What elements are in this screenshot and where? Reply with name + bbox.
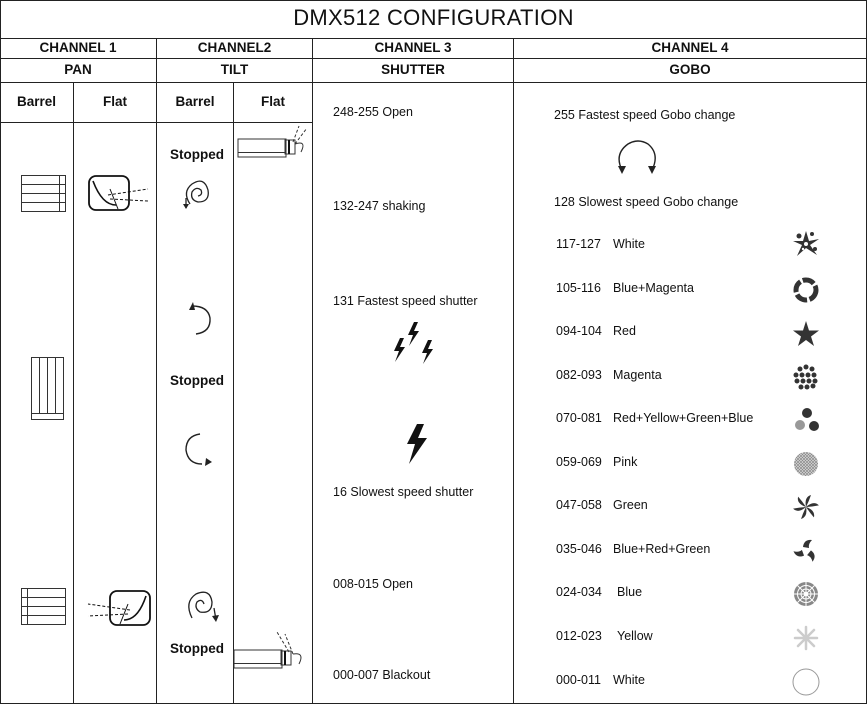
tilt-stopped-mid: Stopped <box>170 373 224 388</box>
shutter-fastest: 131 Fastest speed shutter <box>333 294 478 308</box>
barrel-horizontal-icon <box>21 175 67 215</box>
gobo-range-6: 047-058 <box>556 498 602 512</box>
channel-4-header: CHANNEL 4 <box>651 40 729 55</box>
gobo-three-blades-icon <box>792 537 820 565</box>
shutter-header: SHUTTER <box>381 62 445 77</box>
gobo-web-icon <box>792 580 820 608</box>
flat-tilt-icon-top <box>237 126 309 162</box>
tilt-stopped-top: Stopped <box>170 147 224 162</box>
gobo-range-5: 059-069 <box>556 455 602 469</box>
gobo-burst-icon <box>792 624 820 652</box>
gobo-fastest-change: 255 Fastest speed Gobo change <box>554 108 736 122</box>
gobo-range-3: 082-093 <box>556 368 602 382</box>
rotate-clockwise-icon <box>182 430 216 470</box>
gobo-color-10: White <box>613 673 645 687</box>
gobo-rotation-icon <box>614 138 660 182</box>
channel-row-divider <box>0 58 867 59</box>
lightning-triple-icon <box>392 322 438 370</box>
gobo-color-7: Blue+Red+Green <box>613 542 711 556</box>
shutter-slowest: 16 Slowest speed shutter <box>333 485 474 499</box>
gobo-range-7: 035-046 <box>556 542 602 556</box>
barrel-horizontal-icon-bottom <box>21 588 67 628</box>
tilt-header: TILT <box>220 62 249 77</box>
shutter-open-low: 008-015 Open <box>333 577 413 591</box>
channel-2-header: CHANNEL2 <box>197 40 272 55</box>
col-divider-2 <box>312 38 313 704</box>
gobo-color-5: Pink <box>613 455 638 469</box>
gobo-color-6: Green <box>613 498 648 512</box>
spiral-out-icon <box>184 588 222 624</box>
gobo-dots-icon <box>792 363 820 391</box>
gobo-pinwheel-icon <box>792 493 820 521</box>
title-divider <box>0 38 867 39</box>
gobo-star-icon <box>792 320 820 348</box>
gobo-splatter-icon <box>791 229 821 259</box>
lightning-single-icon <box>403 424 431 466</box>
gobo-range-0: 117-127 <box>556 237 601 251</box>
col-divider-1 <box>156 38 157 704</box>
col-divider-3 <box>513 38 514 704</box>
gobo-color-8: Blue <box>617 585 643 599</box>
gobo-color-4: Red+Yellow+Green+Blue <box>613 411 754 425</box>
gobo-color-2: Red <box>613 324 636 338</box>
gobo-ring-icon <box>792 276 820 304</box>
function-row-divider <box>0 82 867 83</box>
barrel-vertical-icon <box>31 357 65 423</box>
shutter-open-high: 248-255 Open <box>333 105 413 119</box>
gobo-range-9: 012-023 <box>556 629 602 643</box>
gobo-color-1: Blue+Magenta <box>613 281 694 295</box>
channel-1-header: CHANNEL 1 <box>39 40 117 55</box>
gobo-range-2: 094-104 <box>556 324 602 338</box>
page-title: DMX512 CONFIGURATION <box>293 5 574 30</box>
gobo-color-9: Yellow <box>617 629 653 643</box>
gobo-hatched-icon <box>792 450 820 478</box>
gobo-header: GOBO <box>669 62 711 77</box>
pan-flat-header: Flat <box>102 94 127 109</box>
shutter-blackout: 000-007 Blackout <box>333 668 431 682</box>
gobo-open-circle-icon <box>791 667 821 697</box>
tilt-sub-divider <box>233 82 234 704</box>
gobo-range-8: 024-034 <box>556 585 602 599</box>
gobo-slowest-change: 128 Slowest speed Gobo change <box>554 195 739 209</box>
flat-tilt-icon-bottom <box>233 632 313 672</box>
gobo-color-0: White <box>613 237 645 251</box>
gobo-color-3: Magenta <box>613 368 662 382</box>
tilt-flat-header: Flat <box>260 94 285 109</box>
gobo-triple-dot-icon <box>792 406 822 436</box>
tilt-stopped-bottom: Stopped <box>170 641 224 656</box>
pan-barrel-header: Barrel <box>16 94 57 109</box>
pan-header: PAN <box>64 62 92 77</box>
rotate-counterclockwise-icon <box>184 300 216 340</box>
pan-sub-divider <box>73 82 74 704</box>
spiral-in-icon <box>180 176 212 212</box>
shutter-shaking: 132-247 shaking <box>333 199 426 213</box>
gobo-range-4: 070-081 <box>556 411 602 425</box>
channel-3-header: CHANNEL 3 <box>374 40 452 55</box>
tilt-barrel-header: Barrel <box>175 94 215 109</box>
gobo-range-1: 105-116 <box>556 281 601 295</box>
table-top-border <box>0 0 867 1</box>
gobo-range-10: 000-011 <box>556 673 601 687</box>
flat-pan-icon <box>88 175 152 215</box>
flat-pan-icon-bottom <box>84 590 152 630</box>
